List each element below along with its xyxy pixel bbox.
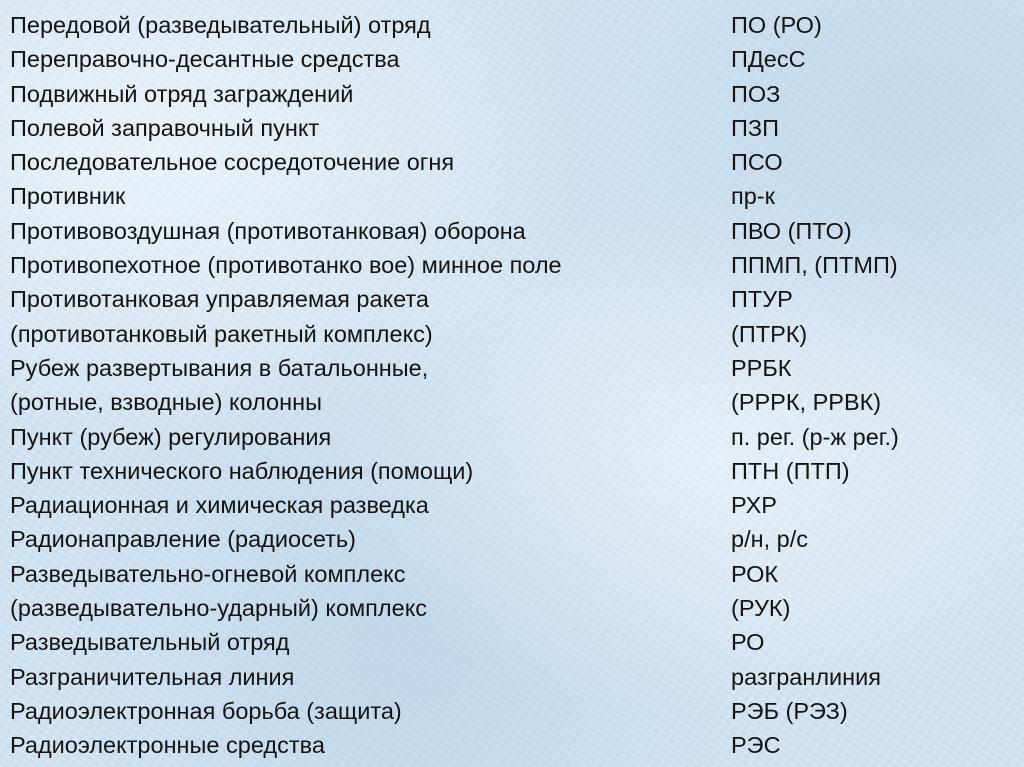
- term-text: Подвижный отряд заграждений: [10, 80, 354, 107]
- abbreviation-row: [0, 591, 1024, 625]
- abbreviation-text: (РРРК, РРВК): [731, 389, 882, 416]
- term-text: Последовательное сосредоточение огня: [10, 149, 455, 176]
- abbreviation-text: ППМП, (ПТМП): [731, 252, 898, 279]
- term-text: (разведывательно-ударный) комплекс: [10, 595, 427, 622]
- term-text: Разведывательный отряд: [10, 629, 290, 656]
- abbreviation-text: ПТН (ПТП): [731, 457, 850, 484]
- abbreviation-row: [0, 8, 1024, 42]
- abbreviation-row: [0, 214, 1024, 248]
- abbreviation-text: РХР: [731, 492, 777, 519]
- term-text: Противник: [10, 183, 126, 210]
- term-text: Радиоэлектронные средства: [10, 732, 325, 759]
- term-text: Разграничительная линия: [10, 663, 295, 690]
- term-text: (ротные, взводные) колонны: [10, 389, 322, 416]
- abbreviation-text: ПДесС: [731, 46, 806, 73]
- term-text: Переправочно-десантные средства: [10, 46, 400, 73]
- abbreviation-row: [0, 317, 1024, 351]
- abbreviation-text: РРБК: [731, 354, 792, 381]
- abbreviation-text: ПТУР: [731, 286, 793, 313]
- abbreviation-row: [0, 248, 1024, 282]
- abbreviation-text: п. рег. (р-ж рег.): [731, 423, 899, 450]
- abbreviation-text: ПСО: [731, 149, 783, 176]
- term-text: (противотанковый ракетный комплекс): [10, 320, 433, 347]
- abbreviation-row: [0, 694, 1024, 728]
- abbreviation-text: РЭС: [731, 732, 781, 759]
- abbreviation-row: [0, 145, 1024, 179]
- abbreviation-row: [0, 660, 1024, 694]
- abbreviation-row: [0, 351, 1024, 385]
- term-text: Радиационная и химическая разведка: [10, 492, 429, 519]
- abbreviation-row: [0, 42, 1024, 76]
- term-text: Пункт (рубеж) регулирования: [10, 423, 332, 450]
- abbreviation-row: [0, 282, 1024, 316]
- abbreviation-text: ПВО (ПТО): [731, 217, 852, 244]
- abbreviation-row: [0, 728, 1024, 762]
- abbreviation-row: [0, 77, 1024, 111]
- abbreviation-text: (ПТРК): [731, 320, 808, 347]
- abbreviation-text: пр-к: [731, 183, 775, 210]
- abbreviation-row: [0, 454, 1024, 488]
- abbreviation-row: [0, 179, 1024, 213]
- abbreviation-text: разгранлиния: [731, 663, 882, 690]
- term-text: Рубеж развертывания в батальонные,: [10, 354, 429, 381]
- term-text: Противопехотное (противотанко вое) минное поле: [10, 252, 562, 279]
- term-text: Передовой (разведывательный) отряд: [10, 12, 431, 38]
- abbreviation-text: ПЗП: [731, 114, 779, 141]
- term-text: Радионаправление (радиосеть): [10, 526, 356, 553]
- term-text: Противотанковая управляемая ракета: [10, 286, 429, 313]
- abbreviation-row: [0, 420, 1024, 454]
- abbreviation-text: (РУК): [731, 595, 791, 622]
- abbreviation-text: РЭБ (РЭЗ): [731, 697, 848, 724]
- term-text: Радиоэлектронная борьба (защита): [10, 697, 402, 724]
- abbreviation-text: ПО (РО): [731, 12, 822, 38]
- abbreviation-row: [0, 111, 1024, 145]
- term-text: Полевой заправочный пункт: [10, 114, 320, 141]
- term-text: Разведывательно-огневой комплекс: [10, 560, 406, 587]
- abbreviation-text: ПОЗ: [731, 80, 781, 107]
- abbreviation-row: [0, 488, 1024, 522]
- abbreviation-text: РОК: [731, 560, 779, 587]
- abbreviation-row: [0, 625, 1024, 659]
- abbreviation-row: [0, 557, 1024, 591]
- abbreviation-list: [0, 8, 1024, 763]
- term-text: Пункт технического наблюдения (помощи): [10, 457, 474, 484]
- abbreviation-text: р/н, р/с: [731, 526, 808, 553]
- term-text: Противовоздушная (противотанковая) оборона: [10, 217, 526, 244]
- abbreviation-row: [0, 385, 1024, 419]
- abbreviation-row: [0, 522, 1024, 556]
- abbreviation-text: РО: [731, 629, 765, 656]
